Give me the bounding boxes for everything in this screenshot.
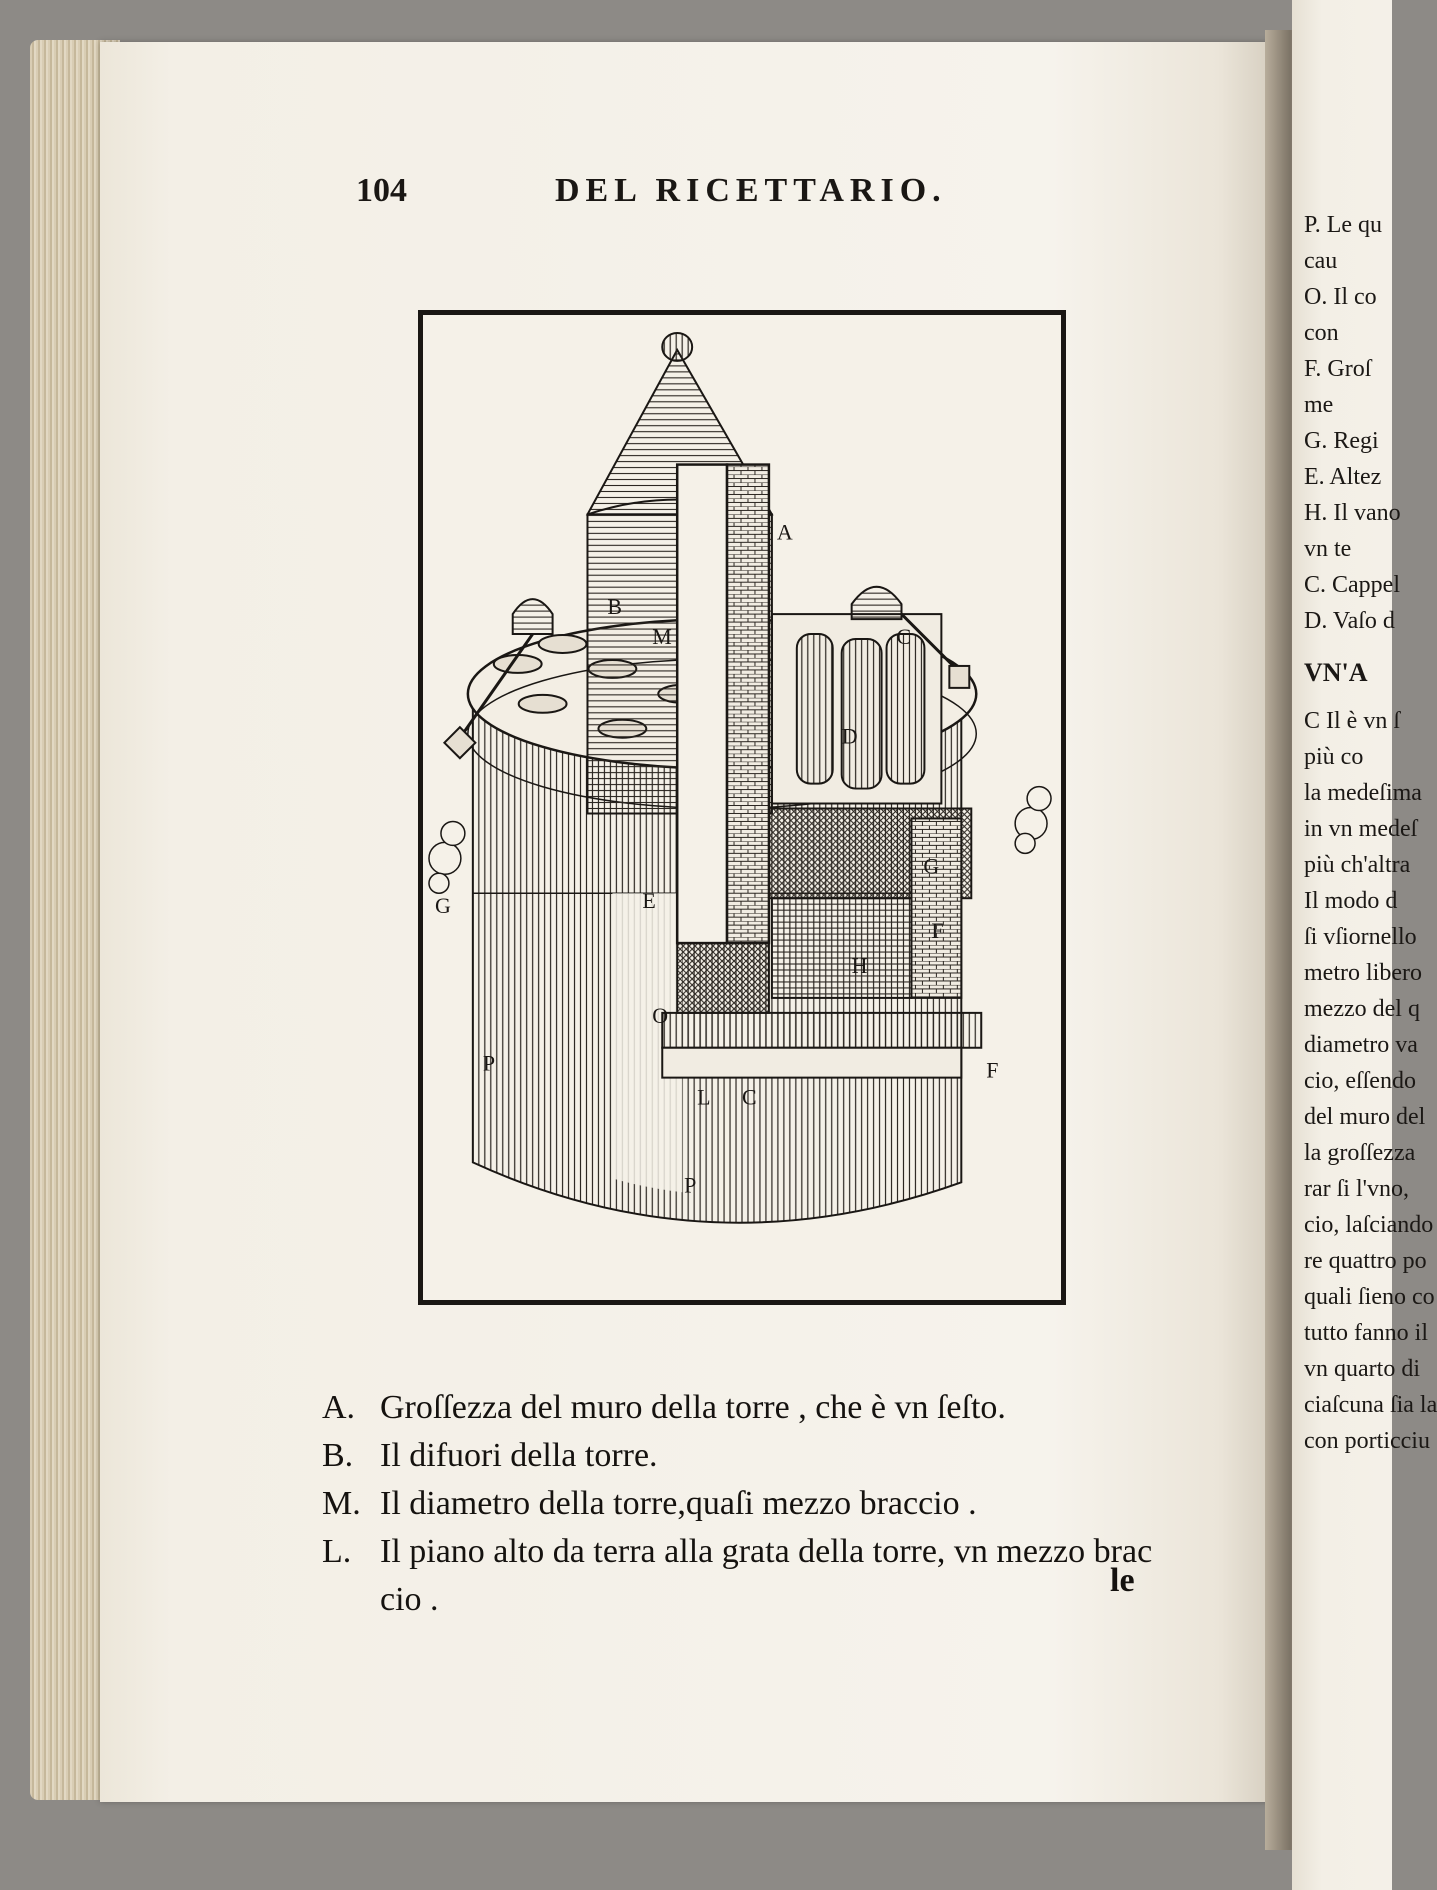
right-line: E. Altez bbox=[1304, 464, 1382, 490]
catchword: le bbox=[1110, 1562, 1135, 1599]
right-line: mezzo del q bbox=[1304, 996, 1420, 1022]
label-p-bottom: P bbox=[684, 1172, 697, 1198]
right-line: con porticciu bbox=[1304, 1428, 1430, 1454]
right-line: Il modo d bbox=[1304, 888, 1398, 914]
right-line: C. Cappel bbox=[1304, 572, 1400, 598]
right-line: quali ſieno co bbox=[1304, 1284, 1435, 1310]
right-line: in vn medeſ bbox=[1304, 816, 1418, 842]
legend-item-a: A. Groſſezza del muro della torre , che è vn ſeſto. bbox=[322, 1389, 1006, 1426]
woodcut-illustration bbox=[418, 310, 1066, 1305]
label-p-left: P bbox=[482, 1050, 496, 1076]
right-line: rar ſi l'vno, bbox=[1304, 1176, 1409, 1202]
label-f-wall: F bbox=[931, 918, 944, 944]
right-line: ciaſcuna ſia la bbox=[1304, 1392, 1437, 1418]
right-line: metro libero bbox=[1304, 960, 1422, 986]
label-l: L bbox=[697, 1084, 711, 1110]
right-line: tutto fanno il bbox=[1304, 1320, 1428, 1346]
right-line: diametro va bbox=[1304, 1032, 1418, 1058]
right-line: H. Il vano bbox=[1304, 500, 1401, 526]
running-title: DEL RICETTARIO. bbox=[555, 172, 947, 209]
right-line: re quattro po bbox=[1304, 1248, 1427, 1274]
legend-item-l-continuation: cio . bbox=[380, 1581, 439, 1618]
page-number: 104 bbox=[356, 172, 407, 209]
right-line: vn te bbox=[1304, 536, 1352, 562]
right-line: me bbox=[1304, 392, 1334, 418]
right-line: con bbox=[1304, 320, 1339, 346]
label-m: M bbox=[652, 624, 672, 650]
furnace-drawing bbox=[423, 315, 1061, 1300]
right-line: G. Regi bbox=[1304, 428, 1379, 454]
right-line: O. Il co bbox=[1304, 284, 1377, 310]
right-line: cio, eſſendo bbox=[1304, 1068, 1416, 1094]
label-c: C bbox=[896, 624, 912, 650]
right-page-text bbox=[1304, 212, 1437, 1464]
label-a: A bbox=[776, 519, 793, 545]
right-line: la medeſima bbox=[1304, 780, 1422, 806]
right-line: ſi vſiornello bbox=[1304, 924, 1417, 950]
label-o: O bbox=[652, 1002, 669, 1028]
right-line: D. Vaſo d bbox=[1304, 608, 1395, 634]
right-line: cio, laſciando bbox=[1304, 1212, 1434, 1238]
legend-item-m: M. Il diametro della torre,quaſi mezzo braccio . bbox=[322, 1485, 977, 1522]
label-b: B bbox=[607, 594, 623, 620]
right-line: vn quarto di bbox=[1304, 1356, 1420, 1382]
label-c-lower: C bbox=[742, 1084, 757, 1110]
right-line: più ch'altra bbox=[1304, 852, 1411, 878]
label-e: E bbox=[642, 888, 656, 914]
label-g-left: G bbox=[434, 893, 451, 919]
label-h: H bbox=[851, 952, 868, 978]
right-line: F. Groſ bbox=[1304, 356, 1372, 382]
legend-item-b: B. Il difuori della torre. bbox=[322, 1437, 658, 1474]
figure-legend bbox=[322, 1384, 1202, 1624]
right-line: P. Le qu bbox=[1304, 212, 1382, 238]
right-line: del muro del bbox=[1304, 1104, 1426, 1130]
label-d: D bbox=[841, 723, 858, 749]
right-line: C Il è vn ſ bbox=[1304, 708, 1400, 734]
right-line: più co bbox=[1304, 744, 1364, 770]
label-f-step: F bbox=[986, 1057, 999, 1083]
right-line: cau bbox=[1304, 248, 1338, 274]
page-header bbox=[0, 172, 1376, 222]
legend-item-l: L. Il piano alto da terra alla grata della torre, vn mezzo brac bbox=[322, 1533, 1153, 1570]
right-heading: VN'A bbox=[1304, 658, 1368, 687]
right-line: la groſſezza bbox=[1304, 1140, 1416, 1166]
label-g-right: G bbox=[923, 853, 940, 879]
